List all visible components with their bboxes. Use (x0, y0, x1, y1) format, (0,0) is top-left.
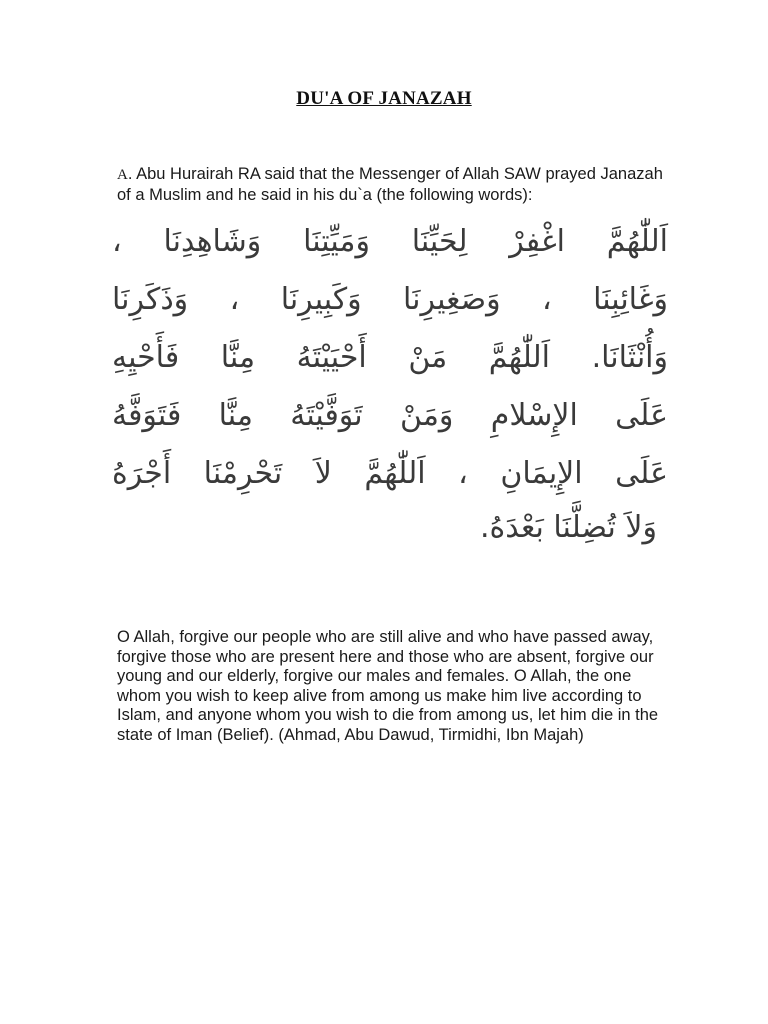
arabic-line: عَلَى الإِسْلامِ وَمَنْ تَوَفَّيْتَهُ مِنَّا فَتَوَفَّهُ (112, 398, 668, 433)
arabic-dua-image (112, 222, 668, 552)
arabic-line: اَللّٰهُمَّ اغْفِرْ لِحَيِّنَا وَمَيِّتِنَا وَشَاهِدِنَا ، (112, 224, 668, 259)
translation-paragraph: O Allah, forgive our people who are still alive and who have passed away, forgive those who are present here and those who are absent, forgive our young and our elderly, forgive our males and females. O Allah, the one whom you wish to keep alive from among us make him live according to Islam, and anyone whom you wish to die from among us, let him die in the state of Iman (Belief). (Ahmad, Abu Dawud, Tirmidhi, Ibn Majah) (117, 628, 659, 744)
arabic-line: وَغَائِبِنَا ، وَصَغِيرِنَا وَكَبِيرِنَا ، وَذَكَرِنَا (112, 282, 668, 317)
intro-text: . Abu Hurairah RA said that the Messenger of Allah SAW prayed Janazah of a Muslim and he said in his du`a (the following words): (117, 165, 663, 204)
arabic-line: وَأُنْثَانَا. اَللّٰهُمَّ مَنْ أَحْيَيْتَهُ مِنَّا فَأَحْيِهِ (112, 340, 668, 375)
arabic-line: وَلاَ تُضِلَّنَا بَعْدَهُ. (480, 510, 657, 545)
arabic-line: عَلَى الإِيمَانِ ، اَللّٰهُمَّ لاَ تَحْرِمْنَا أَجْرَهُ (112, 456, 668, 491)
page-title: DU'A OF JANAZAH (296, 88, 472, 109)
paragraph-marker: A (117, 167, 128, 183)
intro-paragraph (117, 164, 677, 205)
